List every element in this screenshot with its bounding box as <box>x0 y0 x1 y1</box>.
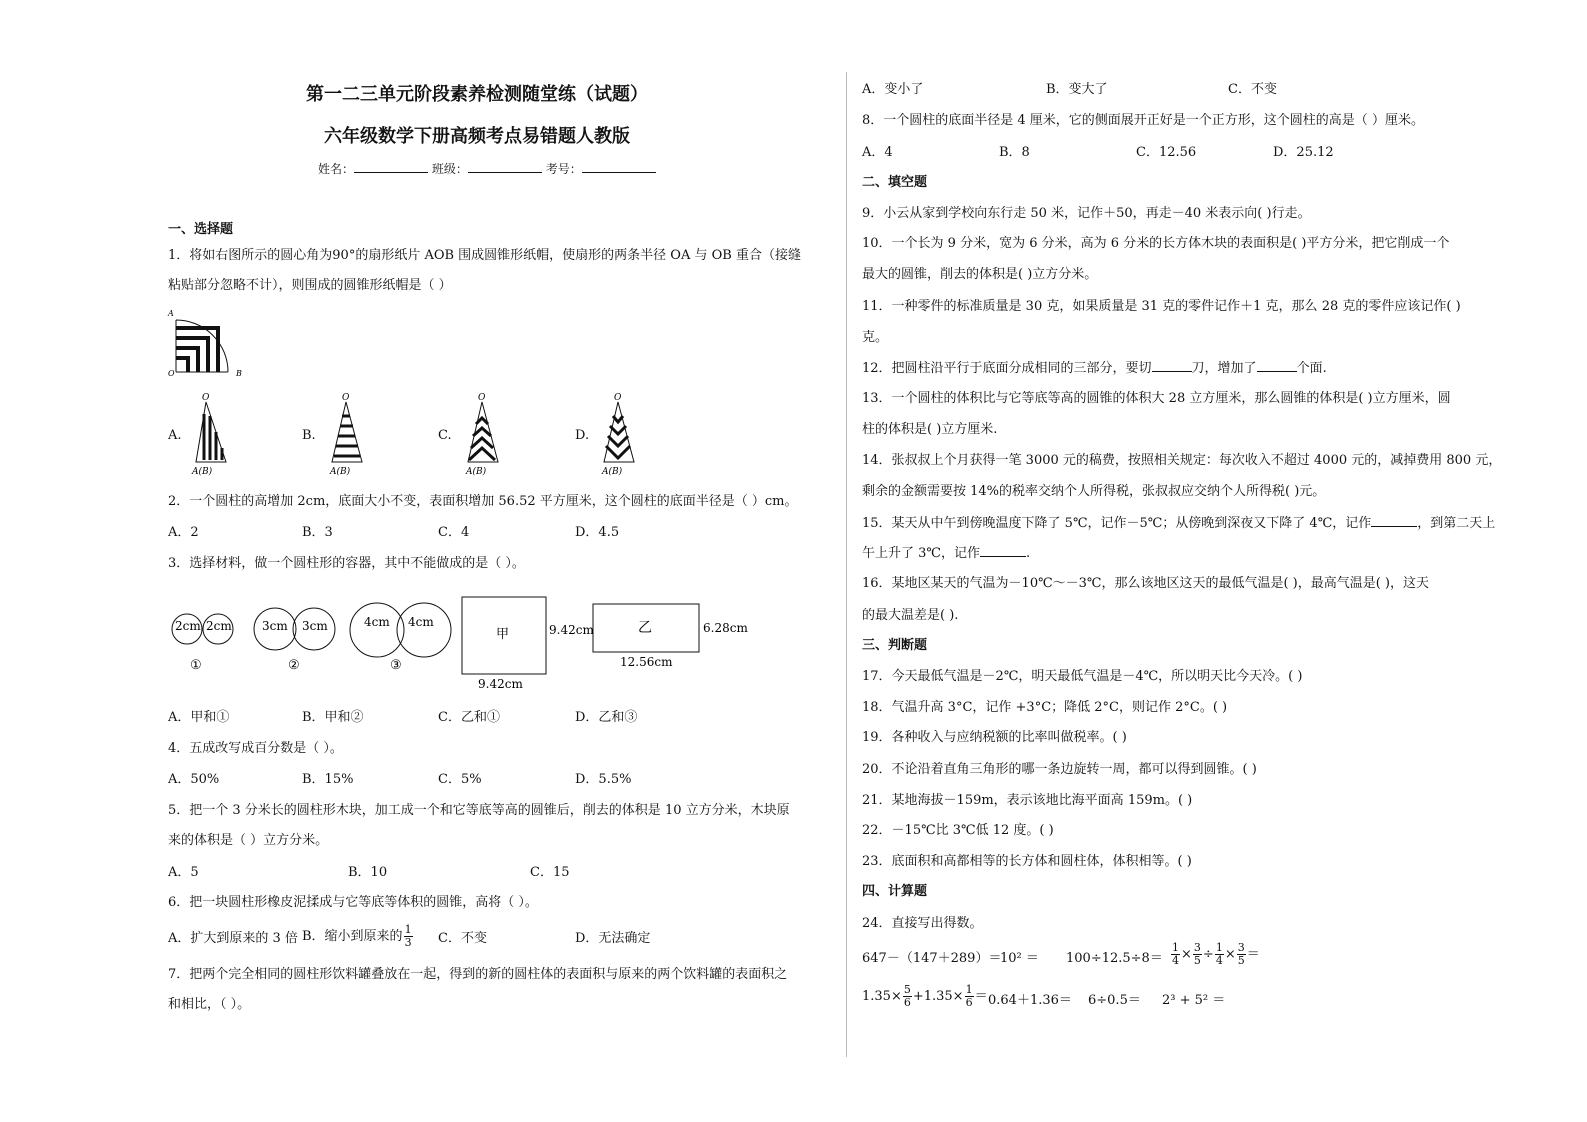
exam-label: 考号： <box>545 162 582 176</box>
q3-option-b[interactable]: B．甲和② <box>302 710 364 725</box>
q8-option-b[interactable]: B．8 <box>999 145 1030 160</box>
sector-label-b: B <box>236 369 242 378</box>
q2-text: 2．一个圆柱的高增加 2cm，底面大小不变，表面积增加 56.52 平方厘米，这个圆柱的底面半径是（ ）cm。 <box>168 494 798 509</box>
q5-option-c[interactable]: C．15 <box>530 865 570 880</box>
op: ÷ <box>1202 947 1214 962</box>
q13-line2: 柱的体积是( )立方厘米. <box>862 422 998 437</box>
q6-text: 6．把一块圆柱形橡皮泥揉成与它等底等体积的圆锥，高将（ ）。 <box>168 895 538 910</box>
q9-text: 9．小云从家到学校向东行走 50 米，记作＋50，再走－40 米表示向( )行走。 <box>862 206 1311 221</box>
q8-option-c[interactable]: C．12.56 <box>1136 145 1197 160</box>
q11-line2: 克。 <box>862 330 889 345</box>
q15-line1 <box>862 514 1495 533</box>
q4-text: 4．五成改写成百分数是（ ）。 <box>168 741 343 756</box>
q4-option-b[interactable]: B．15% <box>302 772 354 787</box>
q16-line1: 16．某地区某天的气温为－10℃～－3℃，那么该地区这天的最低气温是( )，最高气温是( )，这天 <box>862 576 1429 591</box>
cone-d-base-label: A(B) <box>602 467 623 477</box>
frac-den: 6 <box>903 996 911 1009</box>
calc-2a-end: ＝ <box>974 989 988 1004</box>
frac-num: 3 <box>1193 941 1201 954</box>
q15-part-b: ，到第二天上 <box>1417 516 1496 531</box>
frac-den: 4 <box>1172 954 1179 967</box>
q15-part-d: . <box>1025 546 1031 561</box>
q14-line2: 剩余的金额需要按 14%的税率交纳个人所得税，张叔叔应交纳个人所得税( )元。 <box>862 484 1326 499</box>
calc-1d-frac4 <box>1237 942 1246 967</box>
q6-frac-den: 3 <box>404 936 412 949</box>
q3-option-c[interactable]: C．乙和① <box>438 710 500 725</box>
q15-blank-1[interactable] <box>1371 514 1417 527</box>
q7-option-b[interactable]: B．变大了 <box>1046 82 1108 97</box>
q6-option-b-text: B．缩小到原来的 <box>302 929 403 944</box>
cone-a-base-label: A(B) <box>192 467 213 477</box>
q7-line1: 7．把两个完全相同的圆柱形饮料罐叠放在一起，得到的新的圆柱体的表面积与原来的两个饮料罐的表面积之 <box>168 967 788 982</box>
circle-3b-label: 4cm <box>408 615 434 629</box>
circle-3a-label: 4cm <box>364 615 390 629</box>
q14-line1: 14．张叔叔上个月获得一笔 3000 元的稿费，按照相关规定：每次收入不超过 4000 元的，减掉费用 800 元， <box>862 453 1502 468</box>
q1-option-c[interactable]: C. <box>438 428 452 443</box>
sector-label-o: O <box>168 369 175 378</box>
cone-c-base-label: A(B) <box>466 467 487 477</box>
cone-b-figure <box>328 392 388 476</box>
circle-1-num: ① <box>190 658 202 673</box>
circle-2-num: ② <box>288 658 300 673</box>
calc-2a <box>862 984 988 1009</box>
q12-part-b: 刀，增加了 <box>1191 361 1257 376</box>
page-subtitle: 六年级数学下册高频考点易错题人教版 <box>324 126 630 147</box>
q5-option-a[interactable]: A．5 <box>168 865 199 880</box>
section-fill: 二、填空题 <box>862 175 928 190</box>
q6-option-b[interactable] <box>302 924 414 949</box>
q15-part-c: 午上升了 3℃，记作 <box>862 546 980 561</box>
q15-blank-2[interactable] <box>980 544 1026 557</box>
q10-line2: 最大的圆锥，削去的体积是( )立方分米。 <box>862 267 1098 282</box>
circle-2a-label: 3cm <box>262 619 288 633</box>
calc-1d-frac3 <box>1215 942 1224 967</box>
frac-den: 5 <box>1237 954 1245 967</box>
q6-frac-num: 1 <box>404 923 412 936</box>
q10-line1: 10．一个长为 9 分米，宽为 6 分米，高为 6 分米的长方体木块的表面积是( )平方分米，把它削成一个 <box>862 236 1450 251</box>
rect-yi-bottom: 12.56cm <box>620 655 673 669</box>
q5-line2: 来的体积是（ ）立方分米。 <box>168 833 329 848</box>
cone-b-top-label: O <box>342 393 350 403</box>
q1-option-a[interactable]: A. <box>168 428 182 443</box>
cone-c-top-label: O <box>478 393 486 403</box>
q3-materials-figure <box>168 592 768 692</box>
calc-1a: 647－（147＋289）＝ <box>862 951 1002 966</box>
sector-label-a: A <box>168 309 174 318</box>
q23-text: 23．底面积和高都相等的长方体和圆柱体，体积相等。( ) <box>862 854 1192 869</box>
q18-text: 18．气温升高 3°C，记作 +3°C；降低 2°C，则记作 2°C。( ) <box>862 700 1228 715</box>
q12-part-a: 12．把圆柱沿平行于底面分成相同的三部分，要切 <box>862 361 1152 376</box>
exam-field[interactable] <box>582 160 656 173</box>
q3-option-d[interactable]: D．乙和③ <box>575 710 638 725</box>
q4-option-c[interactable]: C．5% <box>438 772 482 787</box>
q4-option-a[interactable]: A．50% <box>168 772 220 787</box>
calc-2a-frac1 <box>903 984 912 1009</box>
q3-text: 3．选择材料，做一个圆柱形的容器，其中不能做成的是（ ）。 <box>168 556 525 571</box>
q19-text: 19．各种收入与应纳税额的比率叫做税率。( ) <box>862 730 1127 745</box>
cone-d-top-label: O <box>614 393 622 403</box>
frac-den: 5 <box>1193 954 1201 967</box>
cone-b-base-label: A(B) <box>330 467 351 477</box>
cone-a-top-label: O <box>202 393 210 403</box>
q2-option-a[interactable]: A．2 <box>168 525 199 540</box>
q6-option-d[interactable]: D．无法确定 <box>575 931 651 946</box>
q3-option-a[interactable]: A．甲和① <box>168 710 230 725</box>
q15-line2 <box>862 544 1030 563</box>
frac-num: 1 <box>1215 941 1223 954</box>
cone-a-figure <box>190 392 250 476</box>
q12-blank-1[interactable] <box>1152 359 1192 372</box>
op: × <box>1181 947 1192 962</box>
q1-line1: 1．将如右图所示的圆心角为90°的扇形纸片 AOB 围成圆锥形纸帽，使扇形的两条半径 OA 与 OB 重合（接缝 <box>168 248 801 263</box>
q1-line2: 粘贴部分忽略不计），则围成的圆锥形纸帽是（ ） <box>168 278 452 293</box>
calc-2c: 6÷0.5＝ <box>1088 993 1141 1008</box>
q8-option-d[interactable]: D．25.12 <box>1273 145 1334 160</box>
q6-option-c[interactable]: C．不变 <box>438 931 487 946</box>
section-judge: 三、判断题 <box>862 638 928 653</box>
calc-1d <box>1170 942 1260 967</box>
q7-line2: 和相比，（ ）。 <box>168 997 251 1012</box>
calc-1c: 100÷12.5÷8＝ <box>1066 951 1163 966</box>
sector-figure <box>168 308 248 380</box>
q2-option-c[interactable]: C．4 <box>438 525 470 540</box>
class-label: 班级： <box>431 162 468 176</box>
calc-2d: 2³ + 5² ＝ <box>1162 993 1226 1008</box>
q12-blank-2[interactable] <box>1257 359 1297 372</box>
q22-text: 22．－15℃比 3℃低 12 度。( ) <box>862 823 1054 838</box>
circle-3-num: ③ <box>390 658 402 673</box>
q7-option-c[interactable]: C．不变 <box>1228 82 1277 97</box>
q24-text: 24．直接写出得数。 <box>862 916 983 931</box>
op: × <box>1224 947 1236 962</box>
rect-yi-side: 6.28cm <box>703 621 748 635</box>
section-calc: 四、计算题 <box>862 884 928 899</box>
name-label: 姓名： <box>318 162 355 176</box>
rect-jia-bottom: 9.42cm <box>478 677 523 691</box>
class-field[interactable] <box>468 160 542 173</box>
circle-2b-label: 3cm <box>302 619 328 633</box>
calc-2a-frac2 <box>965 984 974 1009</box>
q12-part-c: 个面. <box>1296 361 1327 376</box>
calc-1b: 10² ＝ <box>1000 951 1039 966</box>
column-divider <box>846 72 847 1057</box>
q8-option-a[interactable]: A．4 <box>862 145 893 160</box>
calc-1d-frac2 <box>1193 942 1202 967</box>
frac-den: 4 <box>1215 954 1223 967</box>
q13-line1: 13．一个圆柱的体积比与它等底等高的圆锥的体积大 28 立方厘米，那么圆锥的体积是( )立方厘米，圆 <box>862 391 1451 406</box>
q4-option-d[interactable]: D．5.5% <box>575 772 632 787</box>
q2-option-d[interactable]: D．4.5 <box>575 525 620 540</box>
op: ＝ <box>1246 947 1260 962</box>
q1-option-d[interactable]: D. <box>575 428 590 443</box>
calc-1d-frac1 <box>1171 942 1180 967</box>
page-title: 第一二三单元阶段素养检测随堂练（试题） <box>306 84 648 105</box>
frac-num: 5 <box>903 983 911 996</box>
cone-d-figure <box>600 392 660 476</box>
q7-option-a[interactable]: A．变小了 <box>862 82 924 97</box>
q16-line2: 的最大温差是( ). <box>862 608 959 623</box>
q11-line1: 11．一种零件的标准质量是 30 克，如果质量是 31 克的零件记作＋1 克，那么 28 克的零件应该记作( ) <box>862 299 1461 314</box>
rect-jia-name: 甲 <box>496 627 510 642</box>
q5-option-b[interactable]: B．10 <box>348 865 388 880</box>
frac-num: 1 <box>1172 941 1179 954</box>
q12-text <box>862 359 1327 378</box>
q2-option-b[interactable]: B．3 <box>302 525 333 540</box>
q15-part-a: 15．某天从中午到傍晚温度下降了 5℃，记作－5℃；从傍晚到深夜又下降了 4℃，记作 <box>862 516 1372 531</box>
q17-text: 17．今天最低气温是－2℃，明天最低气温是－4℃，所以明天比今天冷。( ) <box>862 669 1303 684</box>
q6-fraction <box>404 924 413 949</box>
rect-yi-name: 乙 <box>638 620 652 636</box>
frac-num: 1 <box>965 983 973 996</box>
calc-2b: 0.64＋1.36＝ <box>988 993 1072 1008</box>
circle-1a-label: 2cm <box>175 619 201 633</box>
q5-line1: 5．把一个 3 分米长的圆柱形木块，加工成一个和它等底等高的圆锥后，削去的体积是 10 立方分米，木块原 <box>168 803 790 818</box>
circle-1b-label: 2cm <box>206 619 232 633</box>
q20-text: 20．不论沿着直角三角形的哪一条边旋转一周，都可以得到圆锥。( ) <box>862 762 1257 777</box>
student-info <box>318 160 656 178</box>
rect-jia-side: 9.42cm <box>549 623 594 637</box>
q21-text: 21．某地海拔－159m，表示该地比海平面高 159m。( ) <box>862 793 1193 808</box>
name-field[interactable] <box>354 160 428 173</box>
q6-option-a[interactable]: A．扩大到原来的 3 倍 <box>168 931 298 946</box>
cone-c-figure <box>464 392 524 476</box>
frac-num: 3 <box>1237 941 1245 954</box>
calc-2a-mid: +1.35× <box>912 989 964 1004</box>
q1-option-b[interactable]: B. <box>302 428 316 443</box>
calc-2a-pre: 1.35× <box>862 989 902 1004</box>
frac-den: 6 <box>965 996 973 1009</box>
q8-text: 8．一个圆柱的底面半径是 4 厘米，它的侧面展开正好是一个正方形，这个圆柱的高是（ ）厘米。 <box>862 113 1424 128</box>
section-choice: 一、选择题 <box>168 222 234 237</box>
